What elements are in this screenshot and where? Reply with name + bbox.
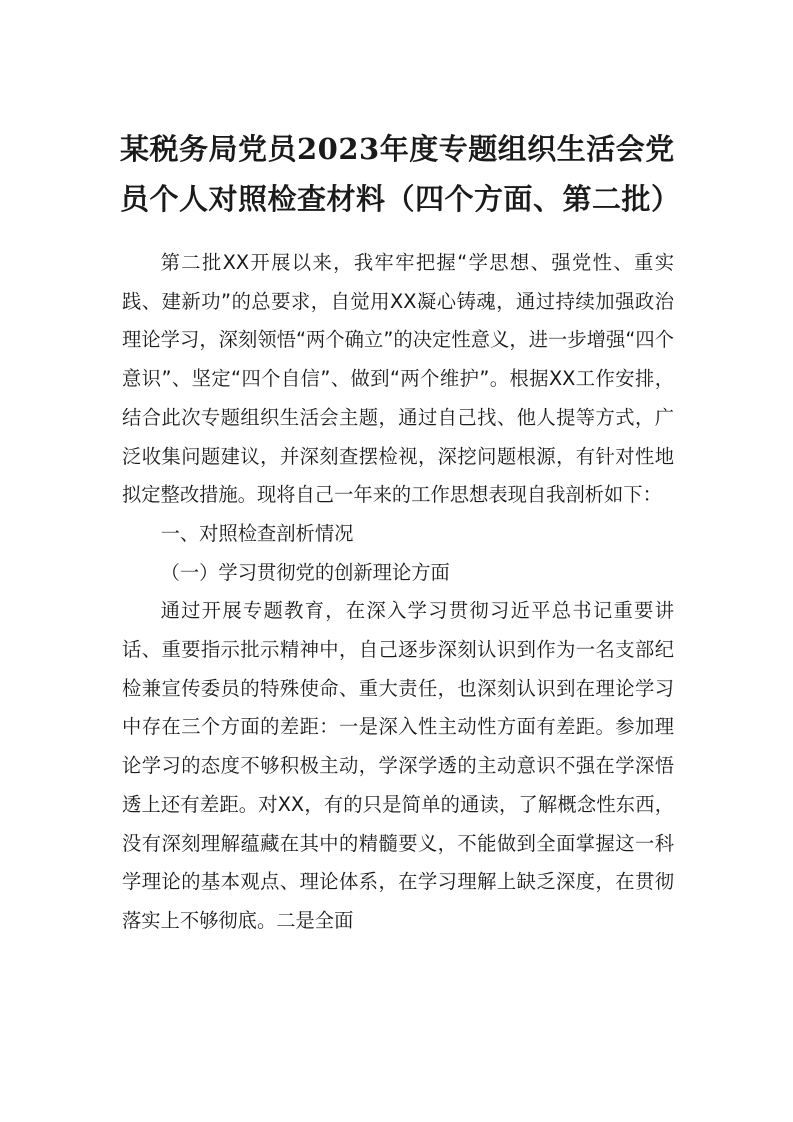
body-paragraph: 通过开展专题教育，在深入学习贯彻习近平总书记重要讲话、重要指示批示精神中，自己逐步深刻认识到作为一名支部纪检兼宣传委员的特殊使命、重大责任，也深刻认识到在理论学习中存在三个方面的差距：一是深入性主动性方面有差距。参加理论学习的态度不够积极主动，学深学透的主动意识不强在学深悟透上还有差距。对XX，有的只是简单的通读，了解概念性东西，没有深刻理解蕴藏在其中的精髓要义，不能做到全面掌握这一科学理论的基本观点、理论体系，在学习理解上缺乏深度，在贯彻落实上不够彻底。二是全面 [122,599,674,932]
intro-paragraph: 第二批XX开展以来，我牢牢把握“学思想、强党性、重实践、建新功”的总要求，自觉用XX凝心铸魂，通过持续加强政治理论学习，深刻领悟“两个确立”的决定性意义，进一步增强“四个意识”、坚定“四个自信”、做到“两个维护”。根据XX工作安排，结合此次专题组织生活会主题，通过自己找、他人提等方式，广泛收集问题建议，并深刻查摆检视，深挖问题根源，有针对性地拟定整改措施。现将自己一年来的工作思想表现自我剖析如下： [122,251,674,507]
section-heading: 一、对照检查剖析情况 [160,521,354,545]
document-title: 某税务局党员2023年度专题组织生活会党员个人对照检查材料（四个方面、第二批） [120,132,681,216]
document-body [122,244,674,941]
subsection-heading: （一）学习贯彻党的创新理论方面 [160,560,450,584]
